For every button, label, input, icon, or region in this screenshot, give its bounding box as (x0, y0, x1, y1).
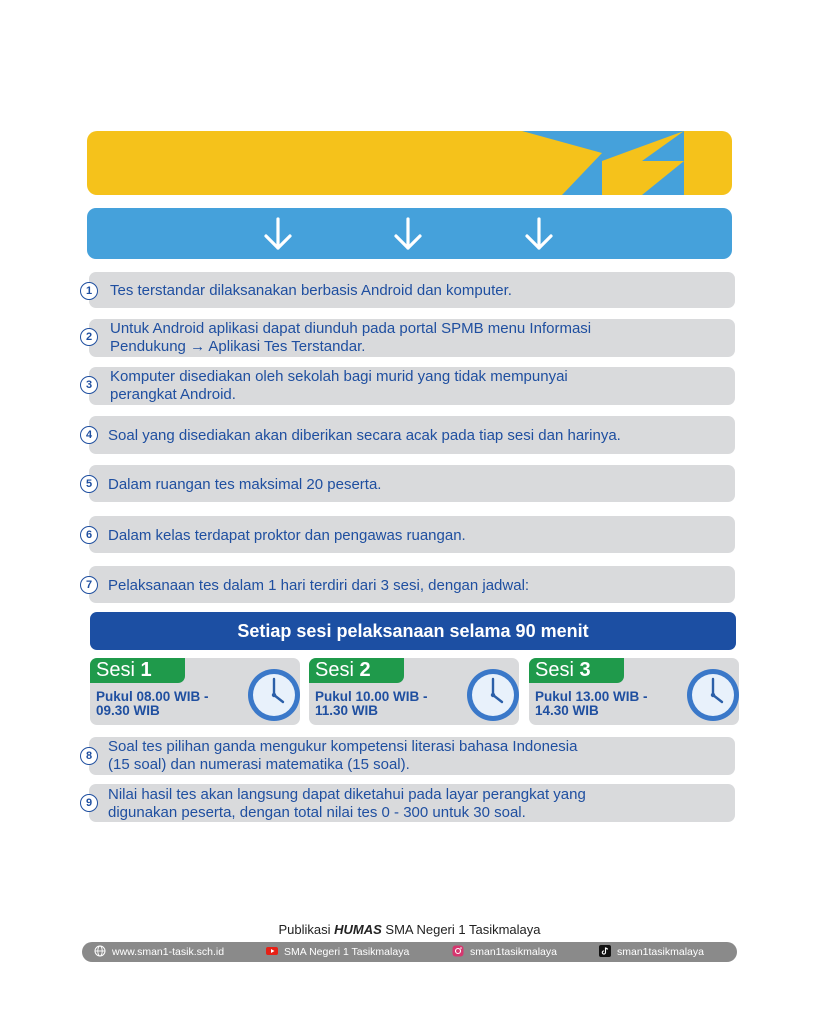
item-text: Dalam ruangan tes maksimal 20 peserta. (108, 476, 382, 493)
item-text: Komputer disediakan oleh sekolah bagi murid yang tidak mempunyai (110, 368, 568, 385)
tiktok-link[interactable] (599, 944, 704, 960)
item-number-badge: 4 (80, 426, 98, 444)
instagram-icon (452, 945, 464, 957)
clock-icon (465, 667, 521, 723)
social-links-bar (82, 942, 737, 962)
arrow-down-icon (519, 216, 559, 252)
tiktok-text: sman1tasikmalaya (617, 946, 704, 958)
header-banner (87, 131, 732, 195)
session-time-start: Pukul 13.00 WIB - (535, 689, 648, 704)
clock-icon (685, 667, 741, 723)
session-card-1 (90, 658, 300, 725)
credit-suffix: SMA Negeri 1 Tasikmalaya (381, 922, 541, 937)
publication-credit (0, 922, 819, 937)
session-number: 1 (140, 659, 152, 681)
item-number-badge: 2 (80, 328, 98, 346)
arrow-down-icon (258, 216, 298, 252)
session-number: 2 (359, 659, 371, 681)
session-tag (529, 658, 624, 683)
tiktok-icon (599, 945, 611, 957)
website-link[interactable] (94, 944, 224, 960)
item-number-badge: 5 (80, 475, 98, 493)
item-text: Tes terstandar dilaksanakan berbasis Android dan komputer. (110, 282, 512, 299)
session-label: Sesi (535, 659, 574, 681)
clock-icon (246, 667, 302, 723)
youtube-link[interactable] (266, 944, 409, 960)
youtube-text: SMA Negeri 1 Tasikmalaya (284, 946, 410, 958)
item-number-badge: 1 (80, 282, 98, 300)
arrow-down-icon (388, 216, 428, 252)
session-time (96, 690, 209, 718)
item-number-badge: 7 (80, 576, 98, 594)
item-number-badge: 6 (80, 526, 98, 544)
session-time-start: Pukul 08.00 WIB - (96, 689, 209, 704)
item-text: Nilai hasil tes akan langsung dapat diketahui pada layar perangkat yang (108, 786, 586, 803)
session-time (535, 690, 648, 718)
session-card-3 (529, 658, 739, 725)
session-time-end: 14.30 WIB (535, 703, 599, 718)
item-number-badge: 8 (80, 747, 98, 765)
item-text: Untuk Android aplikasi dapat diunduh pada portal SPMB menu Informasi (110, 320, 592, 337)
instagram-link[interactable] (452, 944, 557, 960)
instagram-text: sman1tasikmalaya (470, 946, 557, 958)
session-tag (90, 658, 185, 683)
credit-highlight: HUMAS (334, 922, 382, 937)
session-tag (309, 658, 404, 683)
session-duration-header: Setiap sesi pelaksanaan selama 90 menit (90, 612, 736, 650)
item-text: Pendukung → Aplikasi Tes Terstandar. (110, 338, 366, 355)
item-text: Dalam kelas terdapat proktor dan pengawas ruangan. (108, 527, 466, 544)
globe-icon (94, 945, 106, 957)
item-number-badge: 9 (80, 794, 98, 812)
item-number-badge: 3 (80, 376, 98, 394)
session-time-end: 09.30 WIB (96, 703, 160, 718)
item-text: Pelaksanaan tes dalam 1 hari terdiri dari 3 sesi, dengan jadwal: (108, 577, 530, 594)
session-card-2 (309, 658, 519, 725)
session-time (315, 690, 428, 718)
session-label: Sesi (315, 659, 354, 681)
item-text: (15 soal) dan numerasi matematika (15 soal). (108, 756, 410, 773)
arrow-banner (87, 208, 732, 259)
session-number: 3 (579, 659, 591, 681)
geometric-decoration (87, 131, 732, 195)
item-text: Soal yang disediakan akan diberikan secara acak pada tiap sesi dan harinya. (108, 427, 621, 444)
item-text: Soal tes pilihan ganda mengukur kompetensi literasi bahasa Indonesia (108, 738, 578, 755)
item-text: digunakan peserta, dengan total nilai tes 0 - 300 untuk 30 soal. (108, 804, 526, 821)
website-text: www.sman1-tasik.sch.id (112, 946, 225, 958)
session-time-end: 11.30 WIB (315, 703, 379, 718)
youtube-icon (266, 945, 278, 957)
credit-prefix: Publikasi (278, 922, 335, 937)
session-time-start: Pukul 10.00 WIB - (315, 689, 428, 704)
item-text: perangkat Android. (110, 386, 236, 403)
session-label: Sesi (96, 659, 135, 681)
